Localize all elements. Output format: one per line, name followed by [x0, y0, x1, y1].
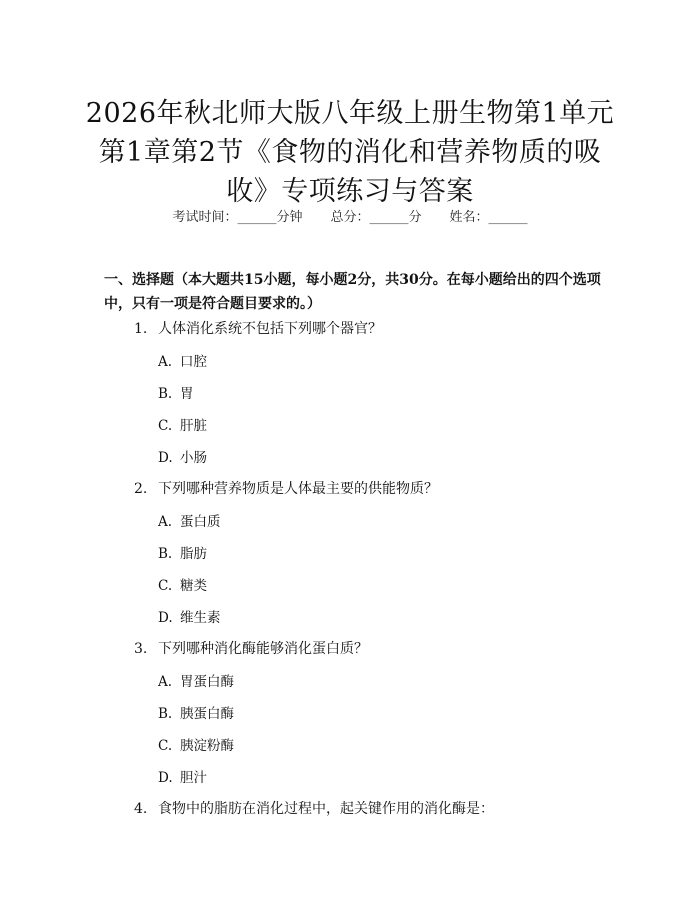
- option-text: 糖类: [180, 578, 207, 594]
- option-letter: A.: [158, 674, 173, 690]
- option-text: 蛋白质: [180, 514, 221, 530]
- option: [158, 574, 207, 594]
- question: [134, 798, 494, 818]
- question-number: 1.: [134, 321, 148, 337]
- question-text: 人体消化系统不包括下列哪个器官？: [158, 321, 382, 337]
- option: [158, 350, 207, 370]
- option-text: 脂肪: [180, 546, 207, 562]
- option-text: 口腔: [180, 354, 207, 370]
- option-letter: D.: [158, 450, 173, 466]
- option-text: 胆汁: [180, 770, 207, 786]
- option-text: 胃蛋白酶: [180, 674, 234, 690]
- option-text: 胃: [180, 386, 194, 402]
- option: [158, 446, 207, 466]
- option-letter: B.: [158, 386, 173, 402]
- title-line-1: 2026年秋北师大版八年级上册生物第1单元: [85, 98, 615, 130]
- option-letter: A.: [158, 354, 173, 370]
- option-text: 维生素: [180, 610, 221, 626]
- title-line-3: 收》专项练习与答案: [226, 176, 474, 208]
- option-letter: C.: [158, 578, 173, 594]
- question-text: 下列哪种消化酶能够消化蛋白质？: [158, 641, 368, 657]
- option: [158, 702, 234, 722]
- question: [134, 478, 438, 498]
- option: [158, 414, 207, 434]
- exam-time: 考试时间：______分钟: [172, 210, 303, 225]
- question-number: 2.: [134, 481, 148, 497]
- option-letter: A.: [158, 514, 173, 530]
- option: [158, 510, 221, 530]
- question: [134, 318, 382, 338]
- option-text: 胰蛋白酶: [180, 706, 234, 722]
- exam-meta: [0, 206, 700, 225]
- option-letter: C.: [158, 738, 173, 754]
- title-line-2: 第1章第2节《食物的消化和营养物质的吸: [98, 137, 602, 169]
- option: [158, 670, 234, 690]
- document-title: [40, 94, 660, 211]
- option-letter: B.: [158, 546, 173, 562]
- option-text: 小肠: [180, 450, 207, 466]
- option-letter: D.: [158, 610, 173, 626]
- option: [158, 734, 234, 754]
- student-name: 姓名：______: [449, 210, 528, 225]
- question-text: 下列哪种营养物质是人体最主要的供能物质？: [158, 481, 438, 497]
- question-number: 3.: [134, 641, 148, 657]
- question: [134, 638, 368, 658]
- option-text: 肝脏: [180, 418, 207, 434]
- option-letter: C.: [158, 418, 173, 434]
- option-letter: B.: [158, 706, 173, 722]
- option: [158, 766, 207, 786]
- option: [158, 382, 194, 402]
- option-letter: D.: [158, 770, 173, 786]
- exam-score: 总分：______分: [330, 210, 422, 225]
- option-text: 胰淀粉酶: [180, 738, 234, 754]
- option: [158, 606, 221, 626]
- section-heading: 一、选择题（本大题共15小题，每小题2分，共30分。在每小题给出的四个选项中，只有一项是符合题目要求的。）: [104, 272, 601, 312]
- question-text: 食物中的脂肪在消化过程中，起关键作用的消化酶是：: [158, 801, 494, 817]
- option: [158, 542, 207, 562]
- question-number: 4.: [134, 801, 148, 817]
